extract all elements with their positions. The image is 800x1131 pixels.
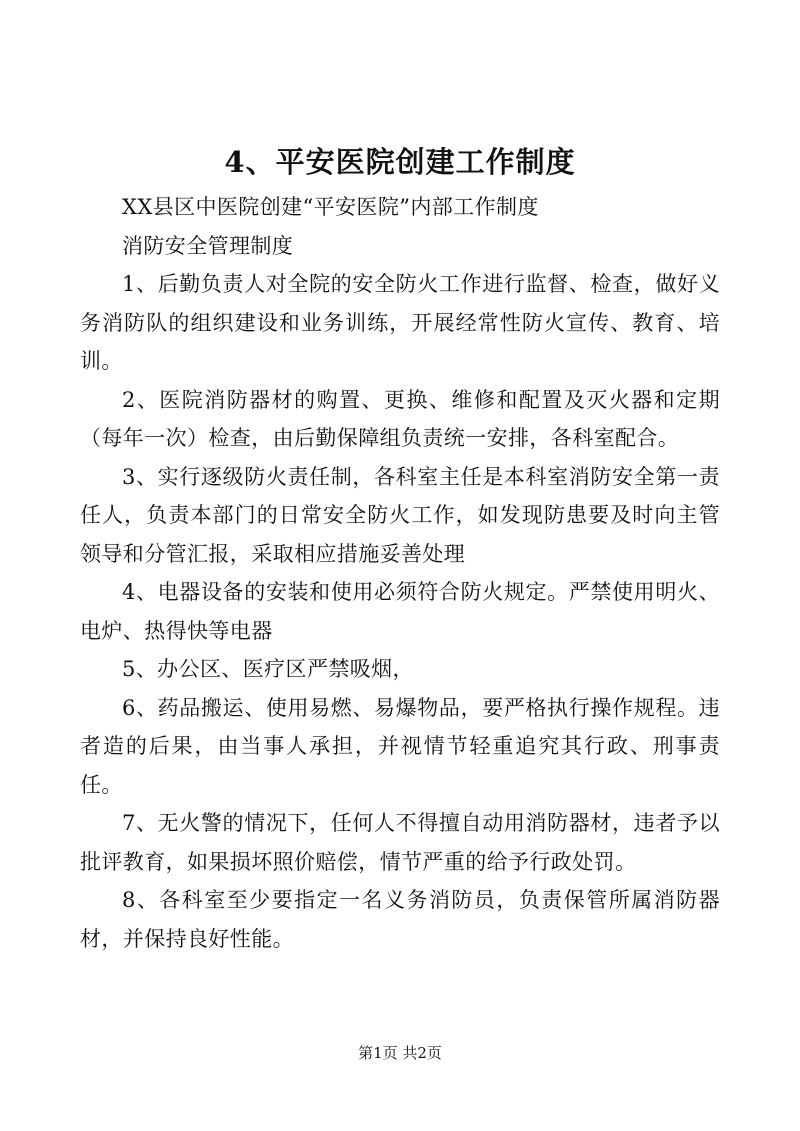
- page-number-footer: 第1页 共2页: [358, 1044, 442, 1062]
- rule-paragraph-1: 1、后勤负责人对全院的安全防火工作进行监督、检查，做好义务消防队的组织建设和业务训练，开展经常性防火宣传、教育、培训。: [80, 272, 720, 373]
- rule-paragraph-3: 3、实行逐级防火责任制，各科室主任是本科室消防安全第一责任人，负责本部门的日常安全防火工作，如发现防患要及时向主管领导和分管汇报，采取相应措施妥善处理: [80, 464, 720, 566]
- section-heading: 消防安全管理制度: [122, 233, 294, 258]
- document-body: [80, 188, 720, 958]
- rule-paragraph-5: 5、办公区、医疗区严禁吸烟，: [122, 657, 414, 681]
- subtitle-paragraph: XX县区中医院创建“平安医院”内部工作制度: [122, 195, 539, 219]
- rule-paragraph-2: 2、医院消防器材的购置、更换、维修和配置及灭火器和定期（每年一次）检查，由后勤保障组负责统一安排，各科室配合。: [80, 387, 720, 450]
- rule-paragraph-8: 8、各科室至少要指定一名义务消防员，负责保管所属消防器材，并保持良好性能。: [80, 888, 720, 951]
- rule-paragraph-6: 6、药品搬运、使用易燃、易爆物品，要严格执行操作规程。违者造的后果，由当事人承担，并视情节轻重追究其行政、刑事责任。: [80, 695, 720, 797]
- page-title: 4、平安医院创建工作制度: [224, 145, 576, 179]
- rule-paragraph-4: 4、电器设备的安装和使用必须符合防火规定。严禁使用明火、电炉、热得快等电器: [80, 580, 720, 643]
- rule-paragraph-7: 7、无火警的情况下，任何人不得擅自动用消防器材，违者予以批评教育，如果损坏照价赔偿，情节严重的给予行政处罚。: [80, 811, 720, 874]
